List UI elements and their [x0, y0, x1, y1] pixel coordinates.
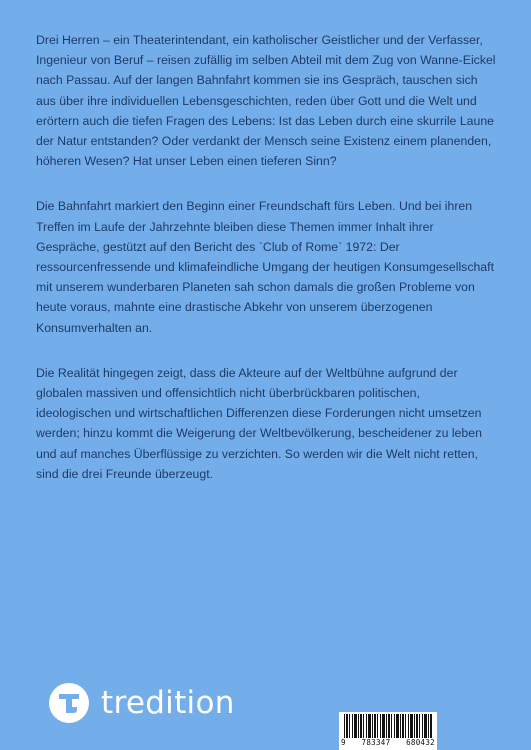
publisher-logo [49, 683, 235, 723]
tredition-t-circle-icon [49, 683, 89, 723]
isbn-barcode [339, 712, 437, 750]
publisher-name: tredition [101, 685, 235, 721]
blurb-paragraph-2: Die Bahnfahrt markiert den Beginn einer Freundschaft fürs Leben. Und bei ihren Treffen im Laufe der Jahrzehnte bleiben diese Themen immer Inhalt ihrer Gespräche, gestützt auf den Bericht des `Club of Rome` 1972: Der ressourcenfressende und klimafeindliche Umgang der heutigen Konsumgesellschaft mit unserem wunderbaren Planeten sah schon damals die großen Probleme von heute voraus, mahnte eine drastische Abkehr von unserem überzogenen Konsumverhalten an. [36, 199, 494, 335]
back-cover-blurb [36, 30, 496, 509]
barcode-digit-group-2: 783347 [361, 738, 391, 747]
barcode-digits [341, 738, 435, 747]
barcode-digit-group-3: 680432 [406, 738, 435, 747]
barcode-digit-group-1: 9 [341, 738, 346, 747]
barcode-bars [344, 714, 432, 738]
blurb-paragraph-3: Die Realität hingegen zeigt, dass die Akteure auf der Weltbühne aufgrund der globalen massiven und offensichtlich nicht überbrückbaren politischen, ideologischen und wirtschaftlichen Differenzen diese Forderungen nicht umsetzen werden; hinzu kommt die Weigerung der Weltbevölkerung, bescheidener zu leben und auf manches Überflüssige zu verzichten. So werden wir die Welt nicht retten, sind die drei Freunde überzeugt. [36, 365, 482, 481]
blurb-paragraph-1: Drei Herren – ein Theaterintendant, ein katholischer Geistlicher und der Verfasser, Ingenieur von Beruf – reisen zufällig im selben Abteil mit dem Zug von Wanne-Eickel nach Passau. Auf der langen Bahnfahrt kommen sie ins Gespräch, tauschen sich aus über ihre individuellen Lebensgeschichten, reden über Gott und die Welt und erörtern auch die tiefen Fragen des Lebens: Ist das Leben durch eine skurrile Laune der Natur entstanden? Oder verdankt der Mensch seine Existenz einem planenden, höheren Wesen? Hat unser Leben einen tieferen Sinn? [36, 33, 496, 169]
